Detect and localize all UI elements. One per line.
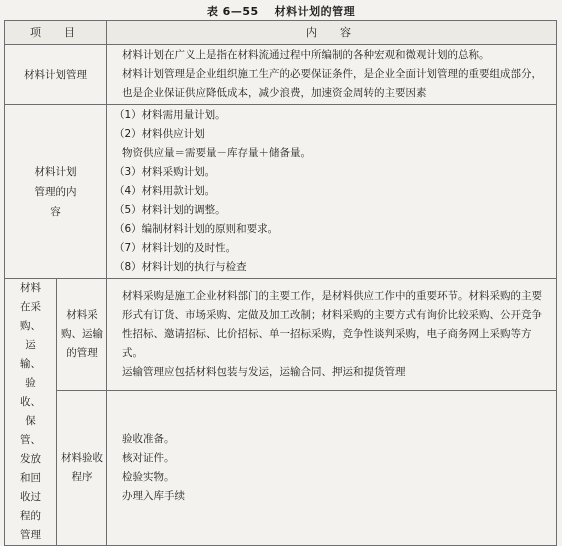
row-label-plan-content	[5, 105, 107, 279]
content-line: （6）编制材料计划的原则和要求。	[114, 223, 279, 235]
content-line: （3）材料采购计划。	[114, 166, 216, 178]
content-line: 材料计划在广义上是指在材料流通过程中所编制的各种宏观和微观计划的总称。	[122, 49, 490, 61]
row-label-purchase-transport	[57, 279, 107, 391]
content-line: 物资供应量＝需要量－库存量＋储备量。	[122, 147, 311, 159]
content-line: （1）材料需用量计划。	[114, 109, 226, 121]
header-content: 内 容	[107, 21, 557, 45]
table-caption	[0, 3, 562, 19]
row-content-purchase-transport	[107, 279, 557, 391]
row-content-plan-content	[107, 105, 557, 279]
content-line: （4）材料用款计划。	[114, 185, 216, 197]
row-content-plan-management	[107, 45, 557, 105]
content-line: 检验实物。	[122, 471, 175, 483]
table-row	[5, 391, 557, 546]
content-line: 材料采购是施工企业材料部门的主要工作，是材料供应工作中的重要环节。材料采购的主要形式有订货、市场采购、定做及加工改制；材料采购的主要方式有询价比较采购、公开竞争性招标、邀请招标、比价招标、单一招标采购，竞争性谈判采购，电子商务网上采购等方式。	[122, 290, 542, 359]
content-line: （5）材料计划的调整。	[114, 204, 226, 216]
table-number: 表 6—55	[206, 5, 259, 18]
table-row	[5, 45, 557, 105]
row-label-group	[5, 279, 57, 546]
material-plan-table	[4, 20, 557, 546]
table-row	[5, 279, 557, 391]
sub-label-text: 材料采购、运输的管理	[61, 309, 103, 359]
group-label-text: 材料在采购、运输、验收、保管、发放和回收过程的管理	[20, 282, 41, 541]
sub-label-text: 材料验收程序	[61, 452, 103, 483]
header-item: 项 目	[5, 21, 107, 45]
row-content-acceptance	[107, 391, 557, 546]
content-line: 验收准备。	[122, 433, 175, 445]
content-line: 核对证件。	[122, 452, 175, 464]
row-label-acceptance	[57, 391, 107, 546]
content-line: 运输管理应包括材料包装与发运，运输合同、押运和提货管理	[122, 366, 406, 378]
content-line: （2）材料供应计划	[114, 128, 205, 140]
content-line: （7）材料计划的及时性。	[114, 242, 237, 254]
header-row	[5, 21, 557, 45]
row-label-plan-management: 材料计划管理	[5, 45, 107, 105]
table-row	[5, 105, 557, 279]
content-line: 材料计划管理是企业组织施工生产的必要保证条件，是企业全面计划管理的重要组成部分，也是企业保证供应降低成本，减少浪费，加速资金周转的主要因素	[122, 68, 542, 99]
table-title: 材料计划的管理	[274, 5, 356, 18]
content-line: 办理入库手续	[122, 490, 185, 502]
content-line: （8）材料计划的执行与检查	[114, 261, 247, 273]
row-label-text: 材料计划管理的内容	[34, 165, 77, 218]
